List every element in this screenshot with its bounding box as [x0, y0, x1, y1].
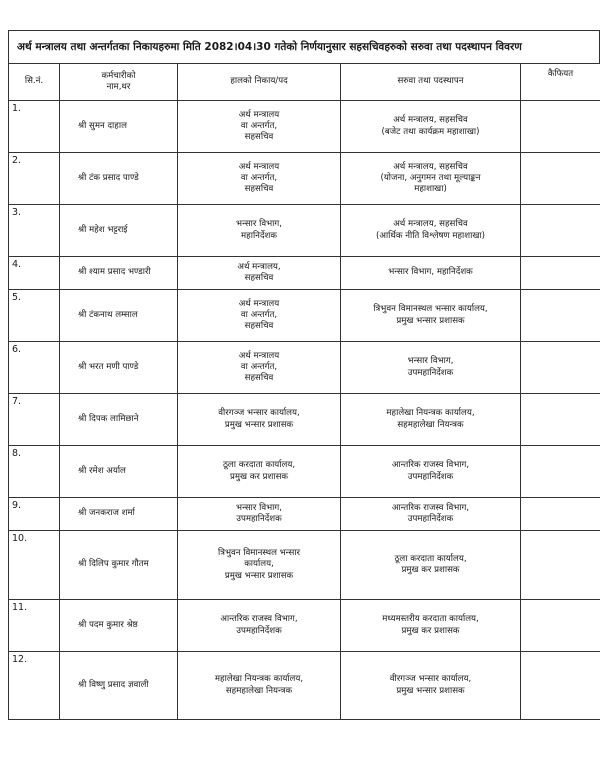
new-posting-line: अर्थ मन्त्रालय, सहसचिव — [393, 115, 468, 126]
current-office-line: उपमहानिर्देशक — [236, 514, 282, 524]
new-posting-line: वीरगञ्ज भन्सार कार्यालय, — [389, 674, 472, 685]
current-office-line: अर्थ मन्त्रालय — [238, 109, 280, 120]
row-current-office — [178, 101, 341, 153]
row-current-office — [178, 257, 341, 290]
header-name-line1: कर्मचारीको — [101, 70, 136, 81]
row-new-posting — [341, 652, 521, 720]
new-posting-line: ठूला करदाता कार्यालय, — [394, 553, 467, 564]
current-office-line: उपमहानिर्देशक — [236, 625, 282, 636]
table-row — [9, 652, 600, 720]
new-posting-line: प्रमुख भन्सार प्रशासक — [396, 315, 465, 326]
current-office-line: सहसचिव — [244, 373, 274, 384]
table-row — [9, 342, 600, 394]
row-sn: 6. — [9, 342, 60, 394]
row-employee-name: श्री दिलिप कुमार गौतम — [60, 531, 178, 600]
row-sn: 5. — [9, 290, 60, 342]
new-posting-line: प्रमुख कर प्रशासक — [401, 565, 460, 575]
new-posting-line: महालेखा नियन्त्रक कार्यालय, — [386, 408, 475, 419]
row-employee-name: श्री जनकराज शर्मा — [60, 498, 178, 531]
row-sn: 1. — [9, 101, 60, 153]
row-new-posting — [341, 205, 521, 257]
row-employee-name: श्री भरत मणी पाण्डे — [60, 342, 178, 394]
row-current-office — [178, 531, 341, 600]
row-new-posting — [341, 342, 521, 394]
row-current-office — [178, 498, 341, 531]
current-office-line: आन्तरिक राजस्व विभाग, — [220, 614, 298, 625]
row-sn: 3. — [9, 205, 60, 257]
table-row — [9, 101, 600, 153]
new-posting-line: प्रमुख कर प्रशासक — [401, 625, 460, 636]
transfer-table — [8, 63, 600, 720]
table-row — [9, 498, 600, 531]
current-office-line: प्रमुख भन्सार प्रशासक — [224, 570, 294, 581]
row-remarks — [521, 290, 600, 342]
document-title: अर्थ मन्त्रालय तथा अन्तर्गतका निकायहरुमा मिति 2082।04।30 गतेको निर्णयानुसार सहसचिवहरुको सरुवा तथा पदस्थापन विवरण — [8, 30, 600, 63]
table-row — [9, 257, 600, 290]
new-posting-line: अर्थ मन्त्रालय, सहसचिव — [393, 219, 468, 230]
current-office-line: वा अन्तर्गत, — [240, 361, 278, 372]
row-sn: 7. — [9, 394, 60, 446]
row-new-posting — [341, 394, 521, 446]
table-row — [9, 600, 600, 652]
current-office-line: वा अन्तर्गत, — [240, 120, 278, 131]
current-office-line: अर्थ मन्त्रालय — [238, 298, 280, 309]
row-remarks — [521, 205, 600, 257]
new-posting-line: उपमहानिर्देशक — [407, 514, 454, 524]
header-from: हालको निकाय/पद — [178, 64, 341, 101]
row-remarks — [521, 531, 600, 600]
row-remarks — [521, 342, 600, 394]
table-row — [9, 290, 600, 342]
new-posting-line: (योजना, अनुगमन तथा मूल्याङ्कन — [380, 172, 481, 183]
row-new-posting — [341, 498, 521, 531]
row-remarks — [521, 101, 600, 153]
transfer-document — [8, 30, 600, 720]
row-new-posting — [341, 531, 521, 600]
row-employee-name: श्री पदम कुमार श्रेष्ठ — [60, 600, 178, 652]
header-remarks: कैफियत — [521, 64, 600, 101]
row-remarks — [521, 153, 600, 205]
new-posting-line: उपमहानिर्देशक — [407, 471, 454, 482]
row-current-office — [178, 290, 341, 342]
table-row — [9, 394, 600, 446]
new-posting-line: (बजेट तथा कार्यक्रम महाशाखा) — [381, 126, 480, 137]
row-sn: 11. — [9, 600, 60, 652]
current-office-line: वा अन्तर्गत, — [240, 309, 278, 320]
table-row — [9, 153, 600, 205]
header-name — [60, 64, 178, 101]
row-sn: 4. — [9, 257, 60, 290]
row-new-posting — [341, 101, 521, 153]
row-employee-name: श्री रमेश अर्याल — [60, 446, 178, 498]
row-current-office — [178, 342, 341, 394]
new-posting-line: मध्यमस्तरीय करदाता कार्यालय, — [382, 614, 479, 625]
row-new-posting — [341, 257, 521, 290]
current-office-line: महालेखा नियन्त्रक कार्यालय, — [214, 674, 304, 685]
current-office-line: प्रमुख कर प्रशासक — [229, 471, 288, 482]
row-current-office — [178, 600, 341, 652]
new-posting-line: महाशाखा) — [414, 184, 447, 195]
row-sn: 10. — [9, 531, 60, 600]
row-new-posting — [341, 600, 521, 652]
current-office-line: प्रमुख भन्सार प्रशासक — [224, 419, 294, 430]
row-employee-name: श्री श्याम प्रसाद भण्डारी — [60, 257, 178, 290]
current-office-line: अर्थ मन्त्रालय — [238, 161, 280, 172]
current-office-line: सहसचिव — [244, 321, 274, 332]
row-employee-name: श्री विष्णु प्रसाद ज्ञवाली — [60, 652, 178, 720]
current-office-line: सहमहालेखा नियन्त्रक — [225, 685, 293, 696]
current-office-line: भन्सार विभाग, — [236, 219, 282, 230]
new-posting-line: उपमहानिर्देशक — [407, 367, 454, 378]
row-current-office — [178, 652, 341, 720]
row-sn: 12. — [9, 652, 60, 720]
new-posting-line: सहमहालेखा नियन्त्रक — [397, 419, 464, 430]
current-office-line: वा अन्तर्गत, — [240, 172, 278, 183]
row-sn: 8. — [9, 446, 60, 498]
row-current-office — [178, 153, 341, 205]
table-row — [9, 531, 600, 600]
row-remarks — [521, 600, 600, 652]
row-current-office — [178, 394, 341, 446]
row-new-posting — [341, 290, 521, 342]
table-body — [9, 101, 600, 720]
row-employee-name: श्री सुमन दाहाल — [60, 101, 178, 153]
header-name-line2: नाम,थर — [106, 82, 131, 92]
current-office-line: भन्सार विभाग, — [236, 502, 282, 513]
current-office-line: सहसचिव — [244, 132, 274, 143]
row-current-office — [178, 205, 341, 257]
row-new-posting — [341, 153, 521, 205]
header-to: सरुवा तथा पदस्थापन — [341, 64, 521, 101]
header-sn: सि.नं. — [9, 64, 60, 101]
table-row — [9, 205, 600, 257]
current-office-line: अर्थ मन्त्रालय, — [237, 261, 281, 272]
row-remarks — [521, 394, 600, 446]
row-remarks — [521, 257, 600, 290]
row-sn: 2. — [9, 153, 60, 205]
current-office-line: वीरगञ्ज भन्सार कार्यालय, — [218, 408, 300, 419]
row-sn: 9. — [9, 498, 60, 531]
new-posting-line: भन्सार विभाग, — [407, 356, 454, 367]
row-current-office — [178, 446, 341, 498]
new-posting-line: आन्तरिक राजस्व विभाग, — [391, 460, 470, 471]
row-employee-name: श्री टंकनाथ लम्साल — [60, 290, 178, 342]
row-remarks — [521, 498, 600, 531]
current-office-line: त्रिभुवन विमानस्थल भन्सार — [217, 548, 300, 559]
new-posting-line: आन्तरिक राजस्व विभाग, — [391, 502, 470, 513]
current-office-line: सहसचिव — [244, 273, 274, 283]
row-new-posting — [341, 446, 521, 498]
row-remarks — [521, 446, 600, 498]
new-posting-line: प्रमुख भन्सार प्रशासक — [396, 685, 465, 696]
new-posting-line: त्रिभुवन विमानस्थल भन्सार कार्यालय, — [373, 304, 488, 315]
new-posting-line: भन्सार विभाग, महानिर्देशक — [388, 267, 473, 278]
current-office-line: कार्यालय, — [244, 559, 274, 570]
table-row — [9, 446, 600, 498]
row-employee-name: श्री महेश भट्टराई — [60, 205, 178, 257]
new-posting-line: (आर्थिक नीति विश्लेषण महाशाखा) — [376, 230, 485, 241]
row-remarks — [521, 652, 600, 720]
current-office-line: महानिर्देशक — [241, 230, 277, 241]
new-posting-line: अर्थ मन्त्रालय, सहसचिव — [393, 161, 468, 172]
current-office-line: अर्थ मन्त्रालय — [238, 350, 280, 361]
current-office-line: सहसचिव — [244, 184, 274, 195]
table-header-row — [9, 64, 600, 101]
current-office-line: ठूला करदाता कार्यालय, — [222, 460, 296, 471]
row-employee-name: श्री दिपक लामिछाने — [60, 394, 178, 446]
row-employee-name: श्री टंक प्रसाद पाण्डे — [60, 153, 178, 205]
